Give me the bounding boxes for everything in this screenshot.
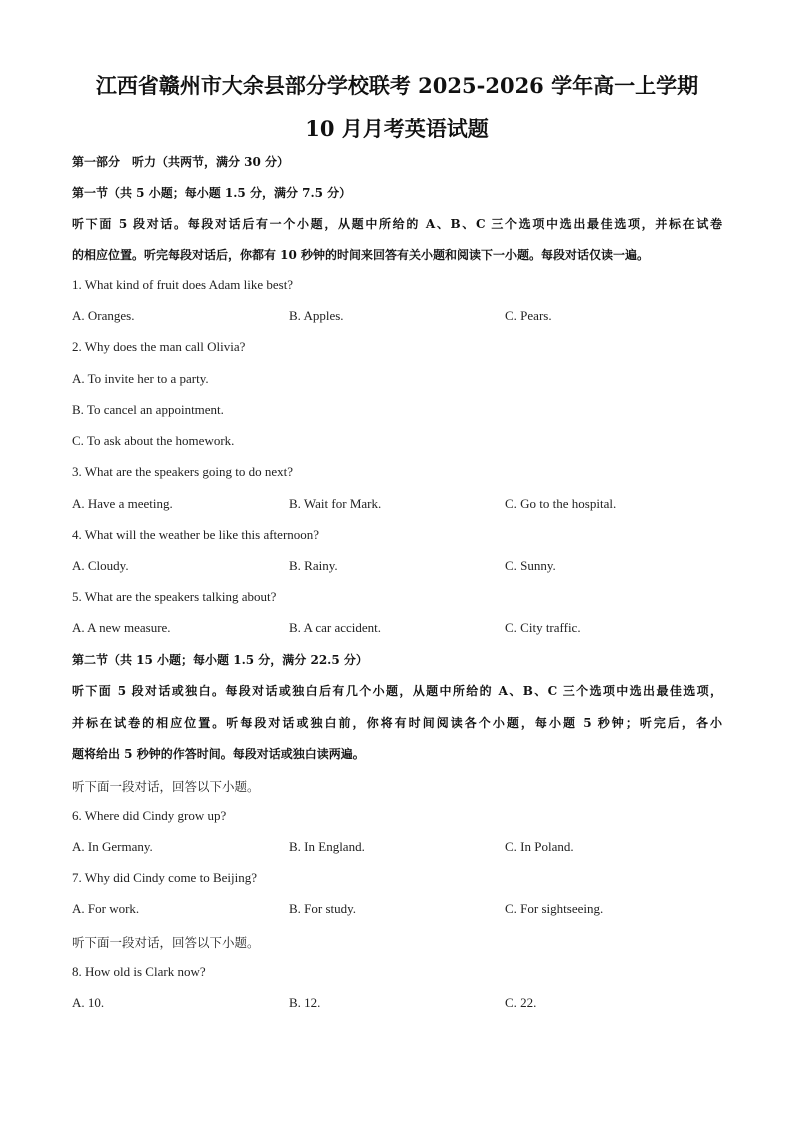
q3-option-a: A. Have a meeting. (72, 496, 173, 511)
q5-option-c: C. City traffic. (505, 620, 581, 635)
q7-option-c: C. For sightseeing. (505, 901, 604, 916)
dialogue-intro-2: 听下面一段对话，回答以下小题。 (72, 935, 260, 950)
q3-option-c: C. Go to the hospital. (505, 496, 617, 511)
q2-option-a: A. To invite her to a party. (72, 371, 209, 386)
question-2: 2. Why does the man call Olivia? (72, 339, 246, 354)
question-4: 4. What will the weather be like this afternoon? (72, 527, 320, 542)
q1-option-a: A. Oranges. (72, 308, 135, 323)
q8-option-b: B. 12. (289, 995, 321, 1010)
question-6: 6. Where did Cindy grow up? (72, 808, 227, 823)
q5-option-a: A. A new measure. (72, 620, 171, 635)
exam-title-line-1: 江西省赣州市大余县部分学校联考 2025-2026 学年高一上学期 (95, 73, 699, 98)
q2-option-c: C. To ask about the homework. (72, 433, 235, 448)
section1-instructions-line-2: 的相应位置。听完每段对话后，你都有 10 秒钟的时间来回答有关小题和阅读下一小题。每段对话仅读一遍。 (72, 248, 650, 262)
question-7: 7. Why did Cindy come to Beijing? (72, 870, 257, 885)
q8-option-c: C. 22. (505, 995, 537, 1010)
section2-heading: 第二节（共 15 小题；每小题 1.5 分，满分 22.5 分） (72, 653, 368, 667)
section2-instructions-line-3: 题将给出 5 秒钟的作答时间。每段对话或独白读两遍。 (72, 747, 365, 761)
question-1: 1. What kind of fruit does Adam like best? (72, 277, 294, 292)
section1-heading: 第一节（共 5 小题；每小题 1.5 分，满分 7.5 分） (72, 186, 352, 200)
q4-option-c: C. Sunny. (505, 558, 556, 573)
q7-option-b: B. For study. (289, 901, 357, 916)
q3-option-b: B. Wait for Mark. (289, 496, 382, 511)
q6-option-a: A. In Germany. (72, 839, 153, 854)
q1-option-c: C. Pears. (505, 308, 552, 323)
q4-option-a: A. Cloudy. (72, 558, 129, 573)
q8-option-a: A. 10. (72, 995, 105, 1010)
q6-option-b: B. In England. (289, 839, 365, 854)
q5-option-b: B. A car accident. (289, 620, 382, 635)
q6-option-c: C. In Poland. (505, 839, 574, 854)
q4-option-b: B. Rainy. (289, 558, 338, 573)
part1-heading: 第一部分 听力（共两节，满分 30 分） (72, 155, 290, 169)
exam-title-line-2: 10 月月考英语试题 (305, 116, 489, 141)
question-5: 5. What are the speakers talking about? (72, 589, 277, 604)
q2-option-b: B. To cancel an appointment. (72, 402, 224, 417)
section2-instructions-line-2: 并标在试卷的相应位置。听每段对话或独白前，你将有时间阅读各个小题，每小题 5 秒钟；听完后，各小 (72, 716, 722, 730)
question-3: 3. What are the speakers going to do next? (72, 464, 294, 479)
dialogue-intro-1: 听下面一段对话，回答以下小题。 (72, 779, 260, 794)
q1-option-b: B. Apples. (289, 308, 344, 323)
q7-option-a: A. For work. (72, 901, 140, 916)
section1-instructions-line-1: 听下面 5 段对话。每段对话后有一个小题，从题中所给的 A、B、C 三个选项中选出最佳选项，并标在试卷 (72, 217, 722, 231)
question-8: 8. How old is Clark now? (72, 964, 206, 979)
section2-instructions-line-1: 听下面 5 段对话或独白。每段对话或独白后有几个小题，从题中所给的 A、B、C 三个选项中选出最佳选项， (72, 684, 722, 698)
